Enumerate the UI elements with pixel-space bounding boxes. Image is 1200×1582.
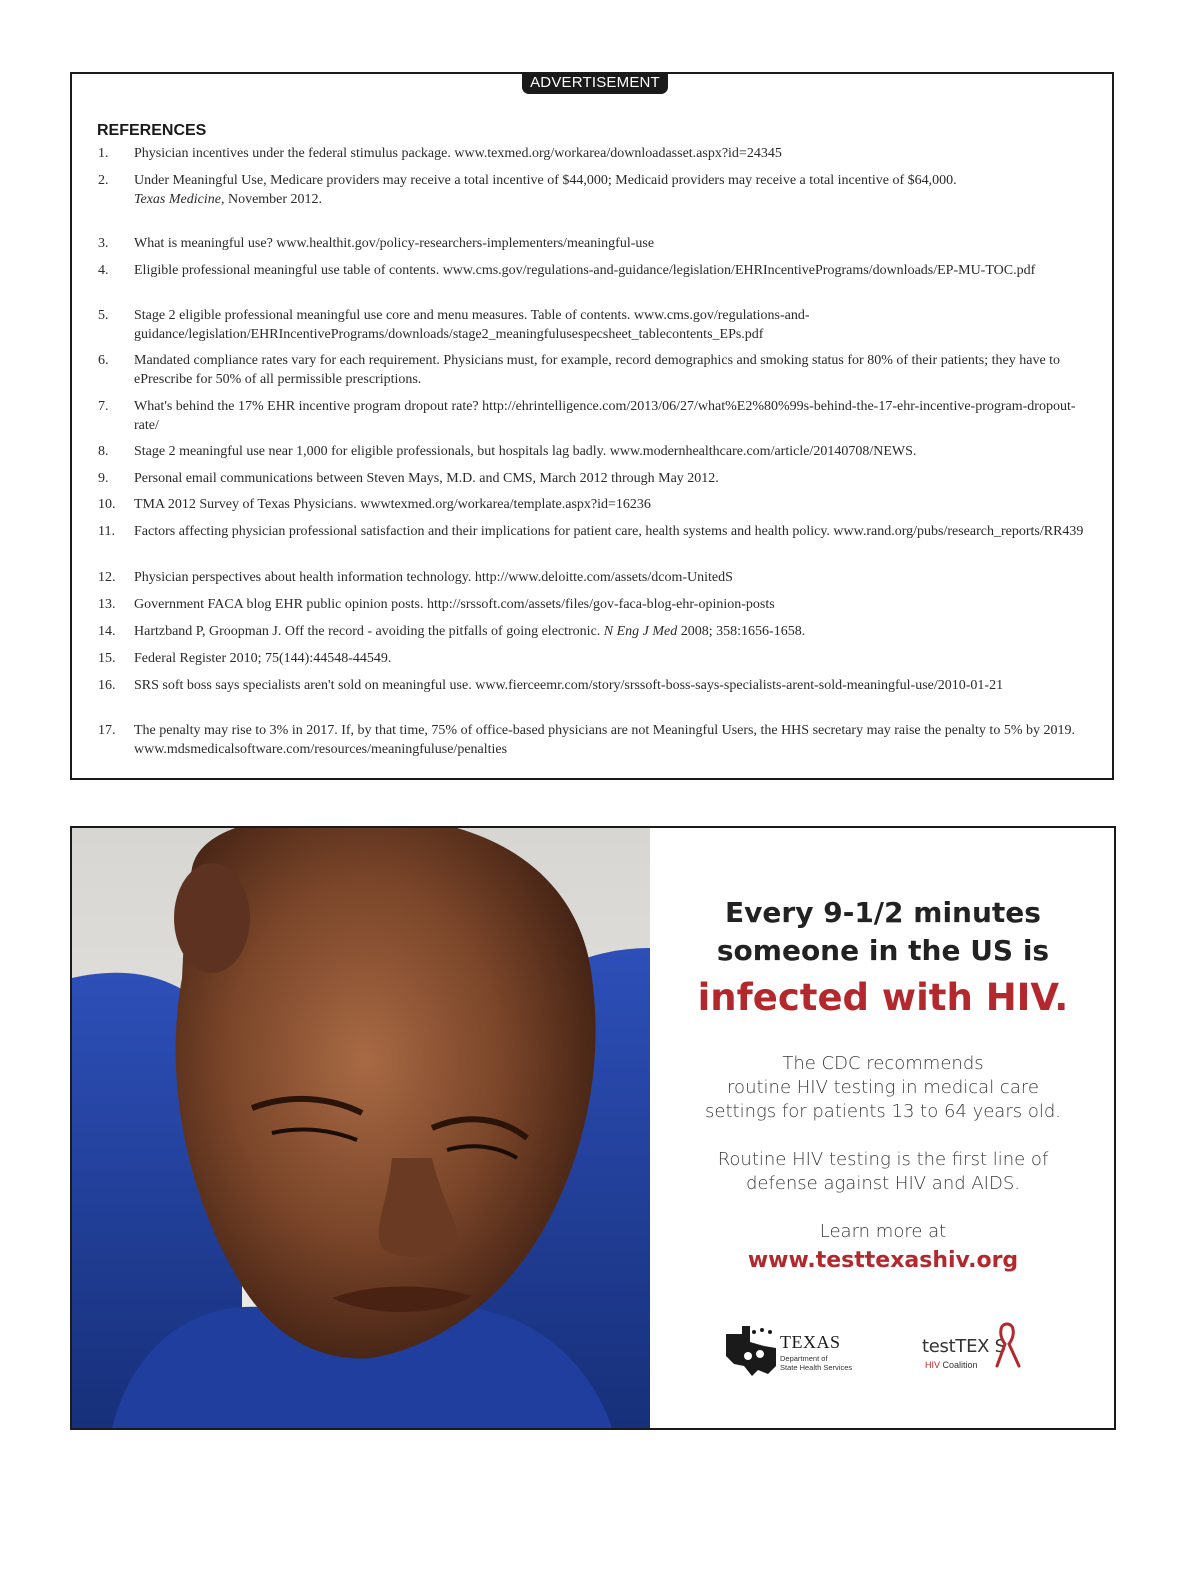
reference-item: [97, 261, 1091, 280]
reference-number: 5.: [98, 308, 109, 323]
reference-item: [97, 306, 1091, 344]
reference-text: Stage 2 meaningful use near 1,000 for eligible professionals, but hospitals lag badly. www.modernhealthcare.com/article/20140708/NEWS.: [134, 444, 917, 459]
learn-more-text: Learn more at: [819, 1221, 947, 1242]
headline-line-1: Every 9-1/2 minutes: [725, 896, 1041, 929]
reference-number: 13.: [98, 597, 116, 612]
testtexas-wordmark: testTEX S: [922, 1336, 1006, 1357]
cdc-recommendation: [650, 1052, 1116, 1124]
testtexas-sub-rest: Coalition: [940, 1360, 978, 1370]
reference-number: 17.: [98, 723, 116, 738]
reference-item: [97, 171, 1091, 209]
reference-item: [97, 721, 1091, 759]
reference-text: Federal Register 2010; 75(144):44548-44549.: [134, 651, 392, 666]
routine-line-2: defense against HIV and AIDS.: [745, 1173, 1021, 1194]
reference-item: [97, 522, 1091, 541]
texas-dshs-logo: [724, 1318, 884, 1378]
reference-number: 1.: [98, 146, 109, 161]
red-ribbon-icon: [993, 1320, 1023, 1370]
reference-item: [97, 234, 1091, 253]
reference-text: Personal email communications between Steven Mays, M.D. and CMS, March 2012 through May 2012.: [134, 471, 719, 486]
references-heading: REFERENCES: [97, 122, 207, 139]
reference-number: 4.: [98, 263, 109, 278]
reference-number: 15.: [98, 651, 116, 666]
reference-item: [97, 469, 1091, 488]
reference-number: 2.: [98, 173, 109, 188]
ad-text-panel: [650, 828, 1116, 1428]
cdc-line-2: routine HIV testing in medical care: [727, 1077, 1039, 1098]
reference-item: [97, 649, 1091, 668]
website-link[interactable]: www.testtexashiv.org: [747, 1248, 1019, 1273]
routine-testing-text: [650, 1148, 1116, 1196]
reference-number: 3.: [98, 236, 109, 251]
reference-number: 11.: [98, 524, 115, 539]
reference-source-italic: N Eng J Med: [603, 624, 678, 639]
reference-number: 12.: [98, 570, 116, 585]
dshs-sub-1: Department of: [780, 1354, 828, 1363]
reference-text: SRS soft boss says specialists aren't sold on meaningful use. www.fierceemr.com/story/srssoft-boss-says-specialists-arent-sold-meaningful-use/2010-01-21: [134, 678, 1004, 693]
reference-item: [97, 397, 1091, 435]
reference-item: [97, 676, 1091, 695]
headline-emphasis: infected with HIV.: [697, 976, 1069, 1019]
reference-text: What is meaningful use? www.healthit.gov/policy-researchers-implementers/meaningful-use: [134, 236, 655, 251]
references-box: [70, 72, 1114, 780]
reference-item: [97, 568, 1091, 587]
reference-text: The penalty may rise to 3% in 2017. If, by that time, 75% of office-based physicians are not Meaningful Users, the HHS secretary may raise the penalty to 5% by 2019. www.mdsmedicalsoftware.com/resources/meaningfuluse/penalties: [134, 723, 1075, 757]
reference-text: TMA 2012 Survey of Texas Physicians. wwwtexmed.org/workarea/template.aspx?id=16236: [134, 497, 651, 512]
reference-number: 14.: [98, 624, 116, 639]
reference-number: 10.: [98, 497, 116, 512]
reference-text: Government FACA blog EHR public opinion posts. http://srssoft.com/assets/files/gov-faca-blog-ehr-opinion-posts: [134, 597, 775, 612]
man-portrait-illustration: [72, 828, 650, 1428]
reference-text-main: Hartzband P, Groopman J. Off the record - avoiding the pitfalls of going electronic.: [134, 624, 604, 639]
cdc-line-1: The CDC recommends: [782, 1053, 984, 1074]
reference-source: [134, 190, 1091, 209]
texas-state-icon: [724, 1326, 780, 1376]
reference-text: Physician perspectives about health information technology. http://www.deloitte.com/assets/dcom-UnitedS: [134, 570, 733, 585]
reference-text: Factors affecting physician professional satisfaction and their implications for patient care, health systems and health policy. www.rand.org/pubs/research_reports/RR439: [134, 524, 1084, 539]
reference-item: [97, 595, 1091, 614]
reference-text: Physician incentives under the federal stimulus package. www.texmed.org/workarea/downloadasset.aspx?id=24345: [134, 146, 782, 161]
headline-line-2: someone in the US is: [716, 934, 1050, 967]
reference-item: [97, 144, 1091, 163]
dshs-sub-2: State Health Services: [780, 1363, 853, 1372]
reference-item: [97, 495, 1091, 514]
dshs-subtitle: [780, 1354, 852, 1372]
hiv-advertisement: [70, 826, 1116, 1430]
reference-text: [134, 622, 1091, 641]
reference-text: Mandated compliance rates vary for each requirement. Physicians must, for example, record demographics and smoking status for 80% of their patients; they have to ePrescribe for 50% of all permissible prescriptions.: [134, 353, 1061, 387]
headline: [650, 894, 1116, 970]
reference-number: 8.: [98, 444, 109, 459]
reference-text: Stage 2 eligible professional meaningful use core and menu measures. Table of contents. www.cms.gov/regulations-and-guidance/legislation/EHRIncentivePrograms/downloads/stage2_meaningfulusespecsheet_tablecontents_EPs.pdf: [134, 308, 810, 342]
routine-line-1: Routine HIV testing is the first line of: [717, 1149, 1049, 1170]
reference-item: [97, 622, 1091, 641]
reference-text: What's behind the 17% EHR incentive program dropout rate? http://ehrintelligence.com/2013/06/27/what%E2%80%99s-behind-the-17-ehr-incentive-program-dropout-rate/: [134, 399, 1076, 433]
reference-source-rest: , November 2012.: [220, 192, 323, 207]
reference-source-rest: 2008; 358:1656-1658.: [677, 624, 806, 639]
reference-text: Eligible professional meaningful use table of contents. www.cms.gov/regulations-and-guidance/legislation/EHRIncentivePrograms/downloads/EP-MU-TOC.pdf: [134, 263, 1036, 278]
testtexas-logo: [920, 1318, 1040, 1378]
advertisement-label: ADVERTISEMENT: [522, 72, 668, 94]
testtexas-subtitle: [925, 1360, 978, 1370]
testtexas-sub-red: HIV: [925, 1360, 941, 1370]
reference-number: 7.: [98, 399, 109, 414]
cdc-line-3: settings for patients 13 to 64 years old.: [705, 1101, 1061, 1122]
reference-text: Under Meaningful Use, Medicare providers may receive a total incentive of $44,000; Medicaid providers may receive a total incentive of $64,000.: [134, 173, 957, 188]
reference-item: [97, 351, 1091, 389]
reference-number: 16.: [98, 678, 116, 693]
reference-item: [97, 442, 1091, 461]
dshs-title: TEXAS: [780, 1332, 841, 1352]
reference-number: 9.: [98, 471, 109, 486]
reference-source-italic: Texas Medicine: [134, 192, 221, 207]
reference-number: 6.: [98, 353, 109, 368]
man-portrait-photo: [72, 828, 650, 1428]
